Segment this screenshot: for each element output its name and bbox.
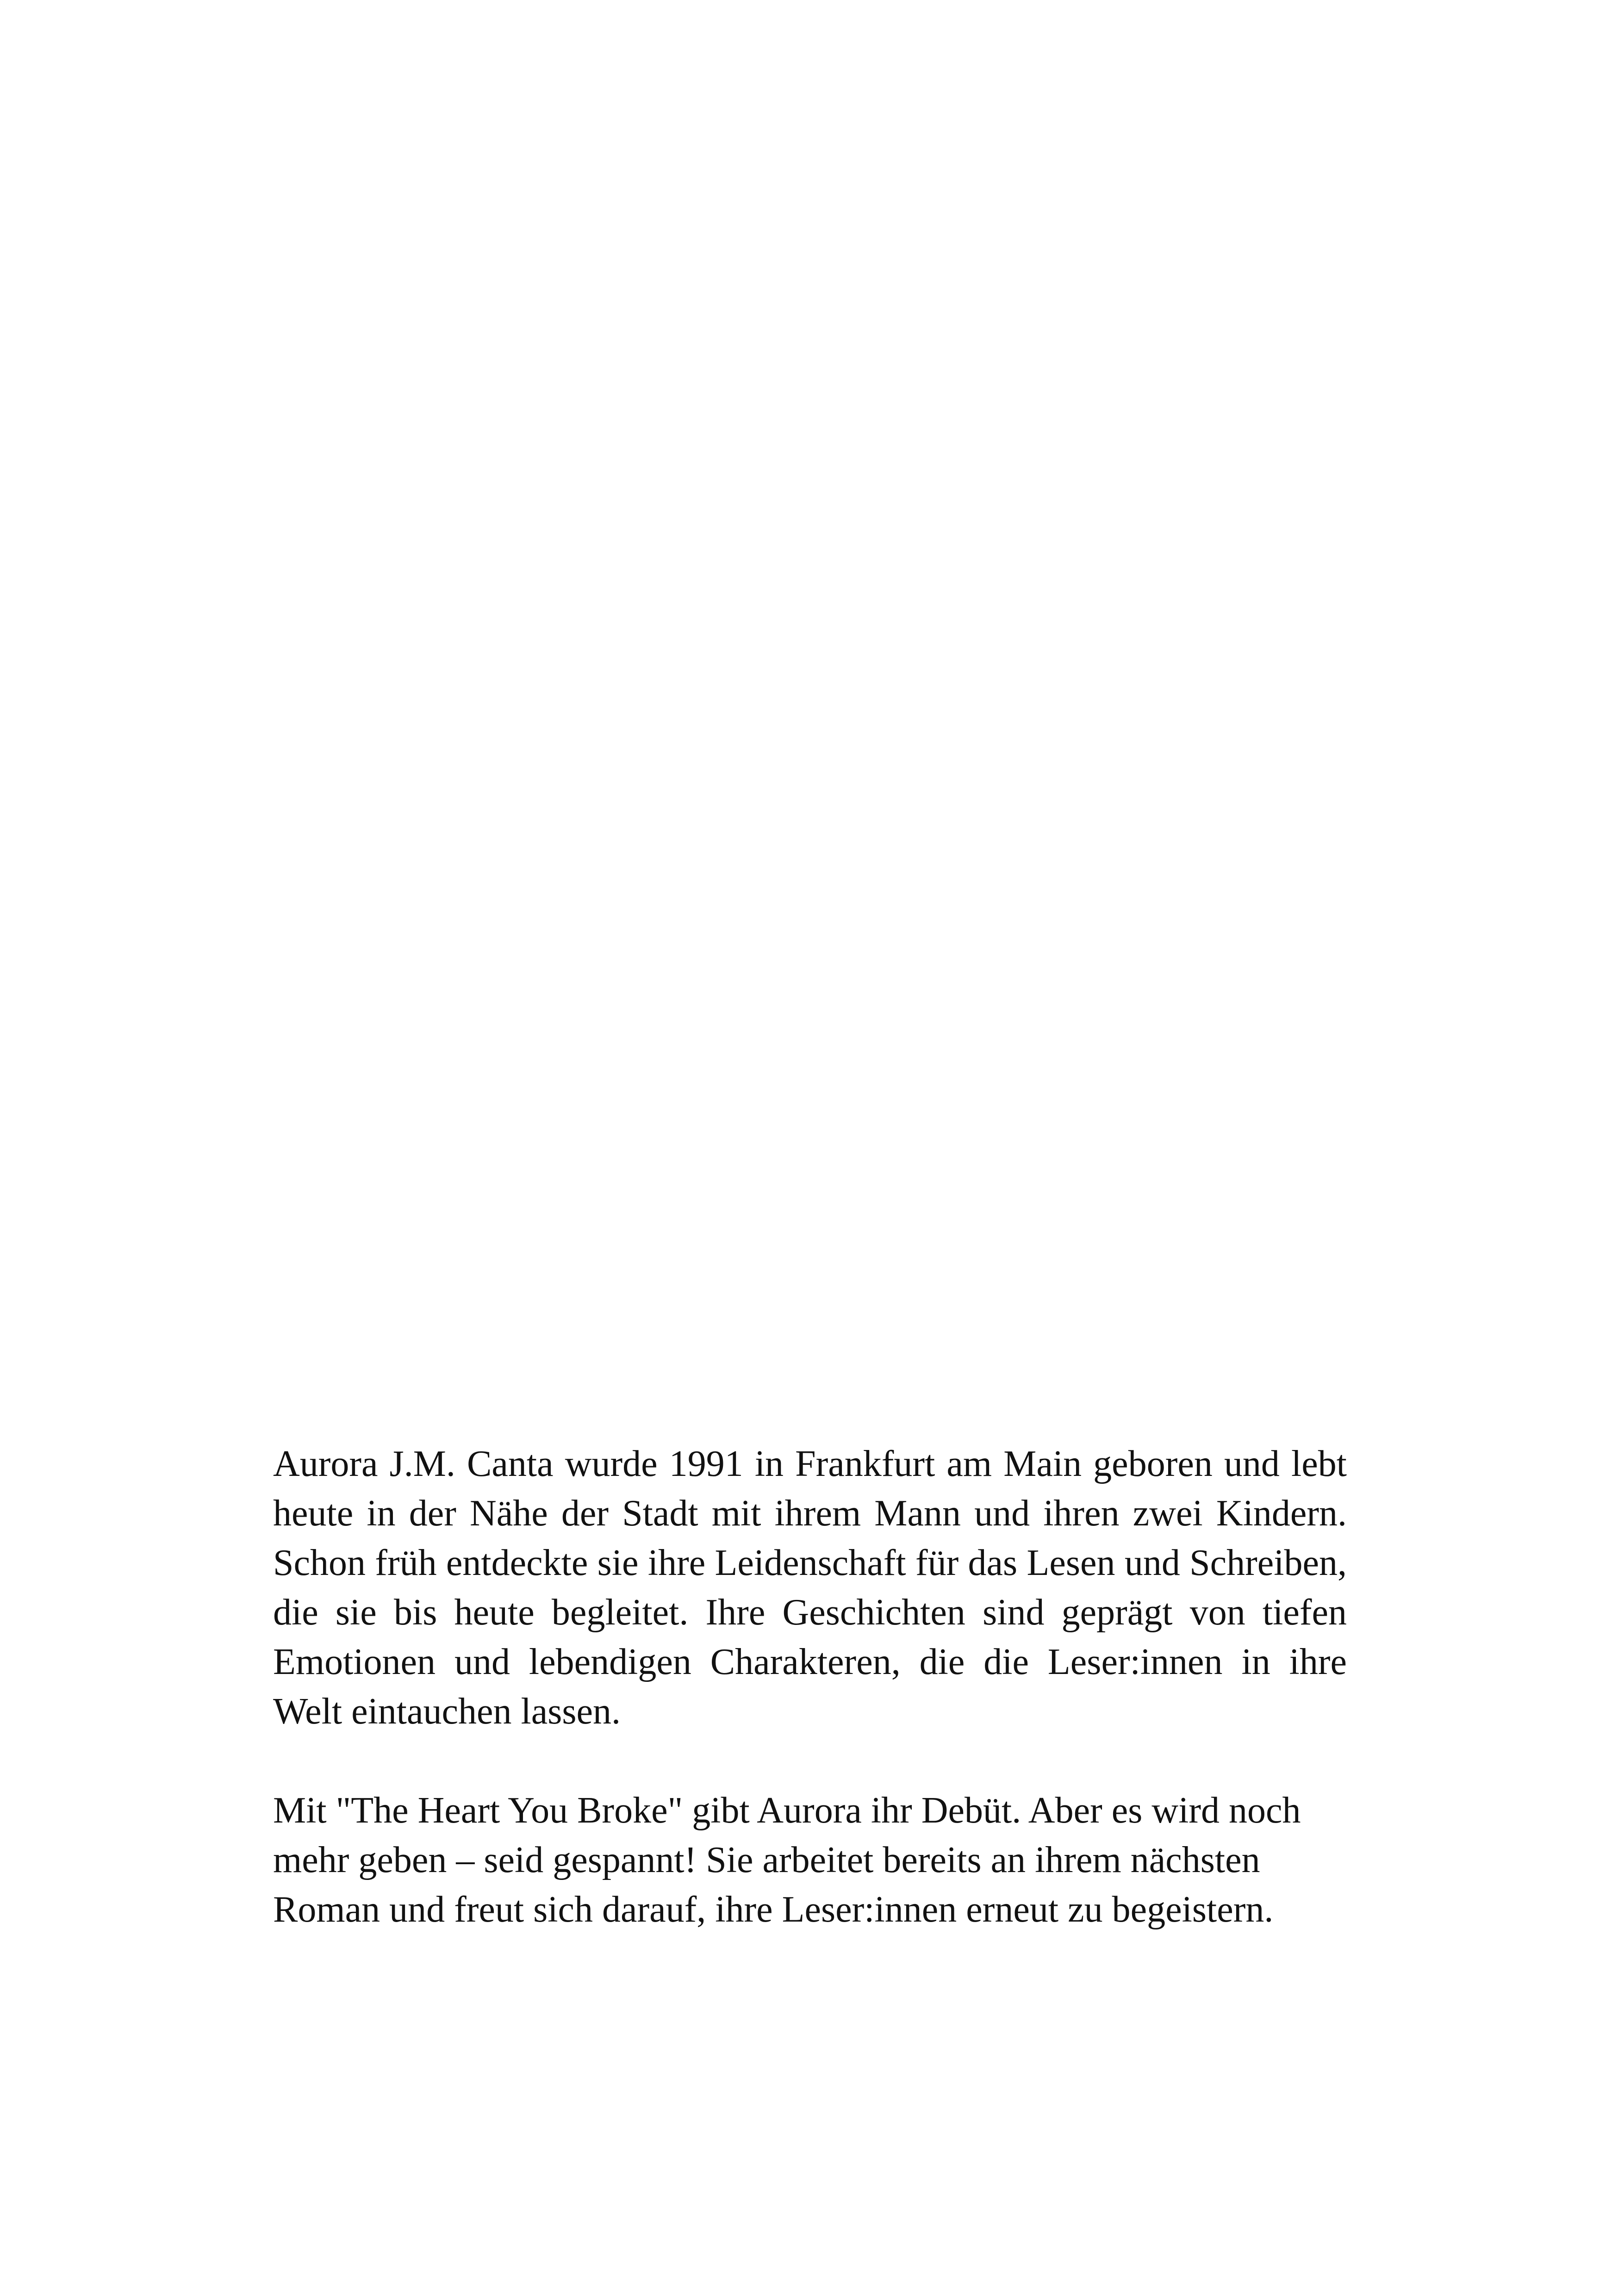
bio-paragraph-2: Mit "The Heart You Broke" gibt Aurora ihr Debüt. Aber es wird noch mehr geben – seid gespannt! Sie arbeitet bereits an ihrem nächsten Roman und freut sich darauf, ihre Leser:innen erneut zu begeistern. [273, 1790, 1301, 1930]
author-bio [273, 1439, 1347, 1935]
bio-paragraph-1: Aurora J.M. Canta wurde 1991 in Frankfurt am Main geboren und lebt heute in der Nähe der Stadt mit ihrem Mann und ihren zwei Kindern. Schon früh entdeckte sie ihre Leidenschaft für das Lesen und Schreiben, die sie bis heute begleitet. Ihre Geschichten sind geprägt von tiefen Emotionen und lebendigen Charakteren, die die Leser:innen in ihre Welt eintauchen lassen. [273, 1444, 1347, 1732]
